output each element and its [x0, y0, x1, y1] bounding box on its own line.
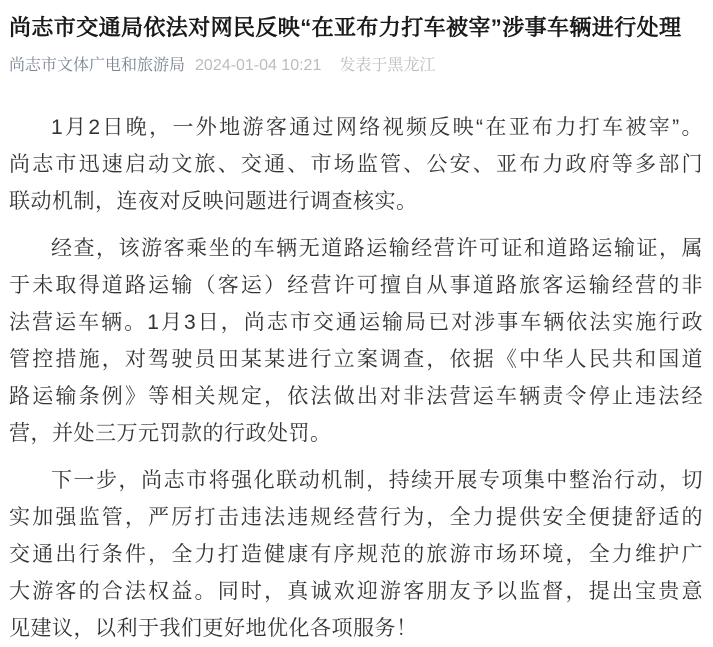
text-line: 经查，该游客乘坐的车辆无道路运输经营许可证和道路运输证，属	[51, 237, 703, 260]
text-line: 尚志市迅速启动文旅、交通、市场监管、公安、亚布力政府等多部门	[9, 153, 703, 176]
text-line: 联动机制，连夜对反映问题进行调查核实。	[9, 190, 418, 213]
text-line: 见建议，以利于我们更好地优化各项服务！	[9, 617, 418, 640]
text-line: 大游客的合法权益。同时，真诚欢迎游客朋友予以监督，提出宝贵意	[9, 580, 703, 603]
text-line: 交通出行条件，全力打造健康有序规范的旅游市场环境，全力维护广	[9, 543, 703, 566]
text-line: 于未取得道路运输（客运）经营许可擅自从事道路旅客运输经营的非	[9, 274, 703, 297]
article-title: 尚志市交通局依法对网民反映“在亚布力打车被宰”涉事车辆进行处理	[9, 15, 682, 40]
text-line: 管控措施，对驾驶员田某某进行立案调查，依据《中华人民共和国道	[9, 348, 703, 371]
text-line: 实加强监管，严厉打击违法违规经营行为，全力提供安全便捷舒适的	[9, 506, 703, 529]
account-name-link[interactable]: 尚志市文体广电和旅游局	[9, 57, 186, 74]
publish-location: 发表于黑龙江	[339, 57, 436, 74]
publish-date: 2024-01-04 10:21	[195, 57, 322, 74]
text-line: 营，并处三万元罚款的行政处罚。	[9, 422, 332, 445]
paragraph	[9, 109, 703, 220]
paragraph	[9, 230, 703, 452]
text-line: 法营运车辆。1月3日，尚志市交通运输局已对涉事车辆依法实施行政	[9, 311, 703, 334]
paragraph	[9, 462, 703, 647]
text-line: 下一步，尚志市将强化联动机制，持续开展专项集中整治行动，切	[51, 469, 703, 492]
text-line: 1月2日晚，一外地游客通过网络视频反映“在亚布力打车被宰”。	[51, 116, 703, 139]
article-body	[9, 109, 703, 647]
byline	[9, 56, 703, 75]
text-line: 路运输条例》等相关规定，依法做出对非法营运车辆责令停止违法经	[9, 385, 703, 408]
